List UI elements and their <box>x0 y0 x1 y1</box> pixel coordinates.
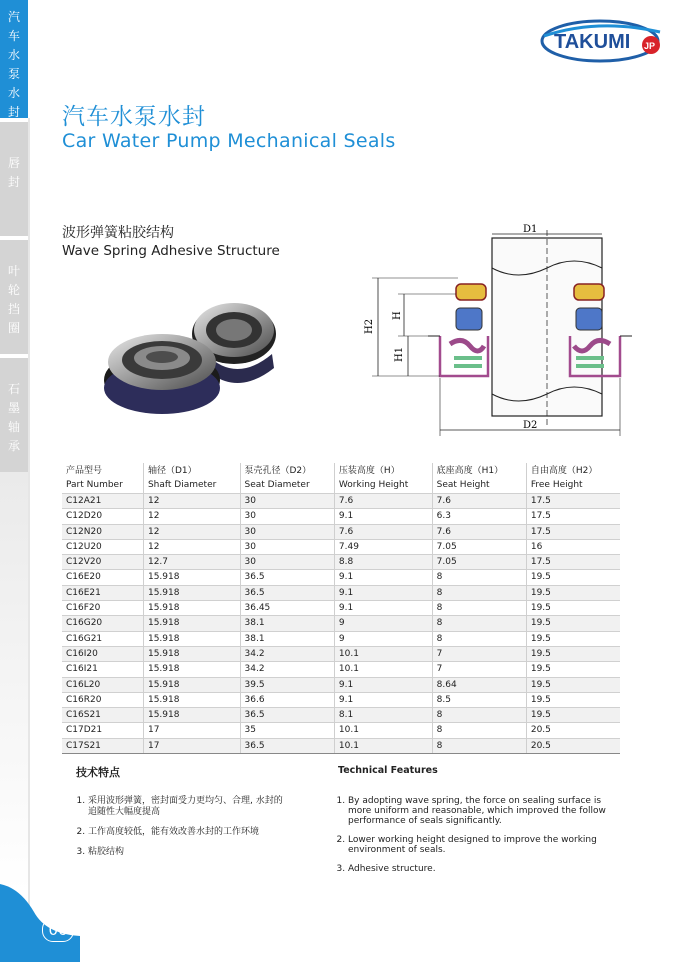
feature-item: 1. By adopting wave spring, the force on sealing surface is more uniform and reasonable, which improved the follow performance of seals significantly. <box>348 796 626 826</box>
table-cell: 9.1 <box>334 692 432 707</box>
table-cell: 15.918 <box>143 616 240 631</box>
tab-char: 水 <box>7 86 20 100</box>
table-cell: 19.5 <box>526 631 620 646</box>
table-cell: C16R20 <box>62 692 143 707</box>
table-cell: 19.5 <box>526 601 620 616</box>
table-cell: C16G21 <box>62 631 143 646</box>
tab-impeller-retainer[interactable] <box>0 240 28 354</box>
logo-badge: JP <box>644 41 656 51</box>
table-cell: C16I20 <box>62 646 143 661</box>
column-header-en: Shaft Diameter <box>147 480 217 490</box>
table-cell: 15.918 <box>143 708 240 723</box>
features-list-cn <box>76 796 286 867</box>
tab-char: 水 <box>7 48 20 62</box>
table-cell: 10.1 <box>334 723 432 738</box>
label-d1: D1 <box>523 224 538 235</box>
table-cell: 7.6 <box>432 494 526 509</box>
table-cell: 7 <box>432 662 526 677</box>
tab-char: 挡 <box>7 302 20 316</box>
tab-char: 车 <box>7 29 20 43</box>
table-cell: 7.05 <box>432 539 526 554</box>
table-cell: C16L20 <box>62 677 143 692</box>
tab-char: 圈 <box>7 321 20 335</box>
table-cell: 36.5 <box>240 708 334 723</box>
table-cell: 12.7 <box>143 555 240 570</box>
table-cell: 19.5 <box>526 692 620 707</box>
label-h1: H1 <box>394 346 405 362</box>
column-header-en: Working Height <box>338 480 409 490</box>
table-cell: 38.1 <box>240 616 334 631</box>
column-header-cn: 轴径（D1） <box>147 466 197 476</box>
table-cell: 30 <box>240 539 334 554</box>
table-cell: C12N20 <box>62 524 143 539</box>
table-row <box>62 708 620 723</box>
table-cell: 12 <box>143 494 240 509</box>
table-cell: C16F20 <box>62 601 143 616</box>
table-cell: 8 <box>432 708 526 723</box>
table-cell: C16E20 <box>62 570 143 585</box>
table-cell: 30 <box>240 509 334 524</box>
feature-item: 2. 工作高度较低，能有效改善水封的工作环境 <box>88 827 286 838</box>
table-cell: 7 <box>432 646 526 661</box>
table-cell: 6.3 <box>432 509 526 524</box>
table-cell: 10.1 <box>334 646 432 661</box>
table-cell: C16S21 <box>62 708 143 723</box>
tab-char: 汽 <box>7 10 20 24</box>
table-cell: 15.918 <box>143 631 240 646</box>
tab-char: 泵 <box>7 67 20 81</box>
label-h: H <box>392 311 403 320</box>
table-cell: 8 <box>432 585 526 600</box>
feature-item: 3. 粘胶结构 <box>88 847 286 858</box>
table-cell: C17S21 <box>62 738 143 753</box>
table-cell: 10.1 <box>334 662 432 677</box>
table-cell: 19.5 <box>526 616 620 631</box>
table-cell: 20.5 <box>526 723 620 738</box>
tab-char: 石 <box>7 382 20 396</box>
product-photo <box>96 294 316 416</box>
tab-graphite-bearing[interactable] <box>0 358 28 472</box>
table-row <box>62 662 620 677</box>
table-cell: 8 <box>432 631 526 646</box>
table-cell: 7.05 <box>432 555 526 570</box>
tab-char: 承 <box>7 439 20 453</box>
table-cell: 36.6 <box>240 692 334 707</box>
table-cell: 17.5 <box>526 494 620 509</box>
table-row <box>62 494 620 509</box>
table-cell: 16 <box>526 539 620 554</box>
tab-char: 轴 <box>7 420 20 434</box>
table-cell: 17.5 <box>526 524 620 539</box>
table-cell: C12A21 <box>62 494 143 509</box>
table-cell: 19.5 <box>526 708 620 723</box>
table-cell: C17D21 <box>62 723 143 738</box>
table-cell: 15.918 <box>143 570 240 585</box>
table-cell: 19.5 <box>526 585 620 600</box>
table-cell: 8.1 <box>334 708 432 723</box>
table-cell: 8.64 <box>432 677 526 692</box>
section-subtitle-cn: 波形弹簧粘胶结构 <box>62 225 174 241</box>
page-number: 06 <box>42 918 74 942</box>
table-cell: C16E21 <box>62 585 143 600</box>
section-subtitle-en: Wave Spring Adhesive Structure <box>62 243 280 259</box>
sidebar-shade <box>0 472 28 892</box>
column-header-en: Seat Height <box>436 480 490 490</box>
table-cell: 20.5 <box>526 738 620 753</box>
column-header <box>432 463 526 494</box>
table-cell: 9.1 <box>334 677 432 692</box>
seal-left-section-icon <box>440 284 488 376</box>
features-heading-en: Technical Features <box>338 765 438 776</box>
table-header-row <box>62 463 620 494</box>
table-row <box>62 692 620 707</box>
table-cell: 30 <box>240 524 334 539</box>
table-cell: 38.1 <box>240 631 334 646</box>
column-header <box>526 463 620 494</box>
table-cell: 12 <box>143 509 240 524</box>
table-cell: C12D20 <box>62 509 143 524</box>
table-row <box>62 616 620 631</box>
sidebar <box>0 0 28 962</box>
tab-char: 封 <box>7 175 20 189</box>
table-cell: 9.1 <box>334 570 432 585</box>
feature-item: 1. 采用波形弹簧，密封面受力更均匀、合理, 水封的追随性大幅度提高 <box>88 796 286 818</box>
table-cell: 8.5 <box>432 692 526 707</box>
table-cell: 7.6 <box>432 524 526 539</box>
table-cell: 17 <box>143 738 240 753</box>
column-header-en: Seat Diameter <box>244 480 310 490</box>
spec-table <box>62 463 620 754</box>
column-header-cn: 泵壳孔径（D2） <box>244 466 312 476</box>
table-cell: 17.5 <box>526 555 620 570</box>
column-header-en: Free Height <box>530 480 583 490</box>
takumi-logo <box>538 14 668 66</box>
table-row <box>62 539 620 554</box>
tab-char: 封 <box>7 105 20 119</box>
table-cell: 30 <box>240 555 334 570</box>
table-cell: 19.5 <box>526 570 620 585</box>
table-row <box>62 601 620 616</box>
tab-char: 轮 <box>7 283 20 297</box>
logo-brand: TAKUMI <box>554 31 631 53</box>
sidebar-divider <box>28 118 30 962</box>
table-cell: 7.49 <box>334 539 432 554</box>
table-cell: 9.1 <box>334 585 432 600</box>
feature-item: 2. Lower working height designed to improve the working environment of seals. <box>348 835 626 855</box>
table-row <box>62 677 620 692</box>
table-cell: 19.5 <box>526 662 620 677</box>
table-row <box>62 509 620 524</box>
table-cell: 7.6 <box>334 524 432 539</box>
table-cell: 19.5 <box>526 677 620 692</box>
page-title-cn: 汽车水泵水封 <box>62 104 206 130</box>
column-header <box>240 463 334 494</box>
table-cell: 15.918 <box>143 646 240 661</box>
table-row <box>62 570 620 585</box>
table-cell: 8 <box>432 601 526 616</box>
table-row <box>62 524 620 539</box>
table-cell: 9 <box>334 631 432 646</box>
tab-char: 叶 <box>7 264 20 278</box>
table-cell: 8 <box>432 570 526 585</box>
table-cell: 8.8 <box>334 555 432 570</box>
table-cell: 10.1 <box>334 738 432 753</box>
table-cell: 15.918 <box>143 585 240 600</box>
table-cell: 17 <box>143 723 240 738</box>
column-header-cn: 底座高度（H1） <box>436 466 504 476</box>
column-header <box>62 463 143 494</box>
seal-front-icon <box>104 334 220 414</box>
table-cell: C12U20 <box>62 539 143 554</box>
table-cell: 12 <box>143 539 240 554</box>
table-cell: 19.5 <box>526 646 620 661</box>
table-cell: 9 <box>334 616 432 631</box>
feature-item: 3. Adhesive structure. <box>348 864 626 874</box>
tab-lip-seals[interactable] <box>0 122 28 236</box>
table-cell: 8 <box>432 738 526 753</box>
table-row <box>62 555 620 570</box>
table-cell: 36.45 <box>240 601 334 616</box>
column-header-cn: 自由高度（H2） <box>530 466 598 476</box>
tab-char: 唇 <box>7 156 20 170</box>
table-cell: 15.918 <box>143 692 240 707</box>
table-cell: 7.6 <box>334 494 432 509</box>
table-cell: 36.5 <box>240 738 334 753</box>
table-cell: 36.5 <box>240 585 334 600</box>
table-cell: 15.918 <box>143 601 240 616</box>
features-list-en <box>336 796 626 883</box>
table-cell: 34.2 <box>240 662 334 677</box>
table-cell: C16I21 <box>62 662 143 677</box>
tab-char: 墨 <box>7 401 20 415</box>
table-cell: 9.1 <box>334 601 432 616</box>
table-cell: 8 <box>432 723 526 738</box>
table-row <box>62 631 620 646</box>
table-cell: C12V20 <box>62 555 143 570</box>
table-row <box>62 723 620 738</box>
table-cell: 8 <box>432 616 526 631</box>
table-cell: 9.1 <box>334 509 432 524</box>
column-header <box>334 463 432 494</box>
table-body <box>62 494 620 754</box>
table-cell: 30 <box>240 494 334 509</box>
table-row <box>62 646 620 661</box>
label-d2: D2 <box>523 420 538 431</box>
column-header-cn: 产品型号 <box>66 466 103 476</box>
column-header <box>143 463 240 494</box>
features-heading-cn: 技术特点 <box>76 766 120 779</box>
table-cell: C16G20 <box>62 616 143 631</box>
table-cell: 34.2 <box>240 646 334 661</box>
table-cell: 35 <box>240 723 334 738</box>
table-cell: 12 <box>143 524 240 539</box>
label-h2: H2 <box>364 318 375 334</box>
page-title-en: Car Water Pump Mechanical Seals <box>62 130 396 152</box>
table-cell: 39.5 <box>240 677 334 692</box>
column-header-cn: 压装高度（H） <box>338 466 400 476</box>
table-row <box>62 585 620 600</box>
table-cell: 15.918 <box>143 677 240 692</box>
table-cell: 15.918 <box>143 662 240 677</box>
table-cell: 17.5 <box>526 509 620 524</box>
table-row <box>62 738 620 753</box>
table-cell: 36.5 <box>240 570 334 585</box>
tab-water-pump-seals[interactable] <box>0 0 28 118</box>
cross-section-diagram <box>358 218 654 444</box>
column-header-en: Part Number <box>66 480 123 490</box>
